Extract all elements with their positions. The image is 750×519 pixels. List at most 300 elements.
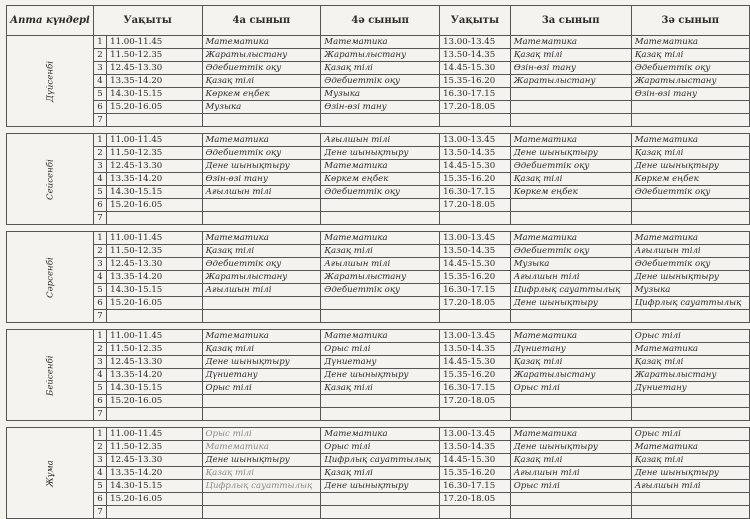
lesson-row [7, 134, 750, 147]
day-label: Дүйсенбі [7, 36, 94, 127]
time-slot-cell: 15.20-16.05 [107, 493, 202, 506]
lesson-number-cell: 3 [93, 160, 106, 173]
time-slot-cell: 11.50-12.35 [107, 49, 202, 62]
lesson-number-cell: 6 [93, 297, 106, 310]
time-slot-2-cell [440, 408, 511, 421]
time-slot-cell: 11.00-11.45 [107, 232, 202, 245]
time-slot-2-cell: 17.20-18.05 [440, 395, 511, 408]
day-label: Бейсенбі [7, 330, 94, 421]
class-4b-cell [321, 297, 440, 310]
time-slot-2-cell: 15.35-16.20 [440, 369, 511, 382]
lesson-number-cell: 4 [93, 75, 106, 88]
class-4b-cell: Музыка [321, 88, 440, 101]
time-slot-cell: 12.45-13.30 [107, 62, 202, 75]
class-4b-cell: Қазақ тілі [321, 382, 440, 395]
lesson-row [7, 330, 750, 343]
lesson-row [7, 258, 750, 271]
time-slot-2-cell: 13.50-14.35 [440, 147, 511, 160]
separator-cell [7, 127, 750, 134]
time-slot-2-cell [440, 506, 511, 519]
class-4b-cell: Жаратылыстану [321, 271, 440, 284]
lesson-row [7, 186, 750, 199]
lesson-number-cell: 3 [93, 258, 106, 271]
time-slot-2-cell: 15.35-16.20 [440, 271, 511, 284]
time-slot-2-cell: 14.45-15.30 [440, 454, 511, 467]
class-4b-cell: Дене шынықтыру [321, 480, 440, 493]
class-3b-cell: Дүниетану [631, 382, 749, 395]
time-slot-2-cell: 16.30-17.15 [440, 186, 511, 199]
time-slot-cell: 11.50-12.35 [107, 147, 202, 160]
time-slot-cell: 15.20-16.05 [107, 297, 202, 310]
lesson-number-cell: 2 [93, 441, 106, 454]
lesson-number-cell: 5 [93, 88, 106, 101]
class-3b-cell: Қазақ тілі [631, 147, 749, 160]
class-4b-cell: Цифрлық сауаттылық [321, 454, 440, 467]
time-slot-cell: 12.45-13.30 [107, 258, 202, 271]
lesson-number-cell: 2 [93, 245, 106, 258]
lesson-number-cell: 1 [93, 134, 106, 147]
class-3b-cell [631, 395, 749, 408]
lesson-row [7, 173, 750, 186]
lesson-row [7, 382, 750, 395]
class-3b-cell: Дене шынықтыру [631, 467, 749, 480]
class-3a-cell: Музыка [510, 258, 631, 271]
class-4b-cell [321, 395, 440, 408]
class-3b-cell: Қазақ тілі [631, 49, 749, 62]
lesson-number-cell: 6 [93, 395, 106, 408]
class-3a-cell [510, 199, 631, 212]
class-3a-cell [510, 395, 631, 408]
time-slot-cell: 15.20-16.05 [107, 395, 202, 408]
header-class-3a: 3а сынып [510, 6, 631, 36]
day-separator [7, 127, 750, 134]
lesson-row [7, 232, 750, 245]
class-4b-cell: Математика [321, 330, 440, 343]
class-3b-cell: Математика [631, 36, 749, 49]
class-4a-cell: Дүниетану [202, 369, 321, 382]
time-slot-2-cell: 13.50-14.35 [440, 49, 511, 62]
class-4a-cell: Дене шынықтыру [202, 454, 321, 467]
class-3a-cell: Математика [510, 36, 631, 49]
time-slot-2-cell: 16.30-17.15 [440, 284, 511, 297]
class-4a-cell: Жаратылыстану [202, 49, 321, 62]
time-slot-cell: 13.35-14.20 [107, 467, 202, 480]
time-slot-2-cell: 14.45-15.30 [440, 258, 511, 271]
class-4b-cell [321, 310, 440, 323]
lesson-row [7, 493, 750, 506]
lesson-row [7, 395, 750, 408]
lesson-row [7, 88, 750, 101]
time-slot-2-cell: 14.45-15.30 [440, 356, 511, 369]
time-slot-cell: 11.50-12.35 [107, 343, 202, 356]
class-4a-cell [202, 310, 321, 323]
class-3b-cell: Дене шынықтыру [631, 271, 749, 284]
class-3b-cell: Әдебиеттік оқу [631, 186, 749, 199]
time-slot-2-cell: 13.50-14.35 [440, 245, 511, 258]
lesson-number-cell: 5 [93, 284, 106, 297]
class-3a-cell [510, 114, 631, 127]
lesson-number-cell: 7 [93, 310, 106, 323]
class-4b-cell: Математика [321, 160, 440, 173]
lesson-number-cell: 1 [93, 428, 106, 441]
lesson-row [7, 160, 750, 173]
class-3a-cell: Орыс тілі [510, 480, 631, 493]
lesson-row [7, 467, 750, 480]
class-4a-cell: Математика [202, 330, 321, 343]
class-3a-cell [510, 212, 631, 225]
class-3b-cell: Математика [631, 134, 749, 147]
class-4b-cell: Көркем еңбек [321, 173, 440, 186]
class-3a-cell: Математика [510, 134, 631, 147]
lesson-number-cell: 2 [93, 343, 106, 356]
time-slot-2-cell: 17.20-18.05 [440, 297, 511, 310]
lesson-row [7, 506, 750, 519]
class-4a-cell: Математика [202, 134, 321, 147]
time-slot-cell: 11.00-11.45 [107, 36, 202, 49]
class-3a-cell: Цифрлық сауаттылық [510, 284, 631, 297]
time-slot-2-cell: 16.30-17.15 [440, 382, 511, 395]
class-4a-cell: Математика [202, 441, 321, 454]
lesson-row [7, 199, 750, 212]
class-3a-cell: Математика [510, 330, 631, 343]
time-slot-2-cell: 17.20-18.05 [440, 493, 511, 506]
class-4a-cell: Ағылшын тілі [202, 186, 321, 199]
lesson-row [7, 62, 750, 75]
class-3a-cell: Өзін-өзі тану [510, 62, 631, 75]
time-slot-2-cell: 14.45-15.30 [440, 62, 511, 75]
day-separator [7, 225, 750, 232]
class-3b-cell: Өзін-өзі тану [631, 88, 749, 101]
schedule-table [6, 5, 750, 519]
class-3b-cell: Дене шынықтыру [631, 160, 749, 173]
lesson-row [7, 369, 750, 382]
class-3a-cell: Қазақ тілі [510, 173, 631, 186]
class-4b-cell: Ағылшын тілі [321, 134, 440, 147]
time-slot-cell: 11.00-11.45 [107, 330, 202, 343]
class-4b-cell [321, 114, 440, 127]
class-4b-cell: Дене шынықтыру [321, 147, 440, 160]
class-3b-cell: Жаратылыстану [631, 75, 749, 88]
lesson-number-cell: 1 [93, 330, 106, 343]
time-slot-cell: 15.20-16.05 [107, 101, 202, 114]
lesson-row [7, 310, 750, 323]
class-4a-cell: Жаратылыстану [202, 271, 321, 284]
class-4a-cell: Қазақ тілі [202, 343, 321, 356]
class-4b-cell: Қазақ тілі [321, 245, 440, 258]
class-4a-cell [202, 114, 321, 127]
class-3a-cell [510, 408, 631, 421]
class-3a-cell: Математика [510, 232, 631, 245]
time-slot-cell [107, 310, 202, 323]
class-3a-cell [510, 101, 631, 114]
class-3a-cell: Әдебиеттік оқу [510, 160, 631, 173]
time-slot-cell: 12.45-13.30 [107, 356, 202, 369]
time-slot-cell [107, 506, 202, 519]
class-3b-cell: Ағылшын тілі [631, 245, 749, 258]
lesson-number-cell: 3 [93, 62, 106, 75]
class-3b-cell: Орыс тілі [631, 330, 749, 343]
class-3a-cell [510, 310, 631, 323]
header-class-3b: 3ә сынып [631, 6, 749, 36]
lesson-number-cell: 5 [93, 480, 106, 493]
class-4b-cell [321, 506, 440, 519]
time-slot-cell: 14.30-15.15 [107, 480, 202, 493]
class-4a-cell: Математика [202, 36, 321, 49]
lesson-number-cell: 7 [93, 212, 106, 225]
class-4a-cell: Көркем еңбек [202, 88, 321, 101]
class-3a-cell: Әдебиеттік оқу [510, 245, 631, 258]
lesson-row [7, 480, 750, 493]
class-3a-cell: Орыс тілі [510, 382, 631, 395]
class-3a-cell: Ағылшын тілі [510, 271, 631, 284]
time-slot-cell: 11.00-11.45 [107, 134, 202, 147]
class-4a-cell: Математика [202, 232, 321, 245]
class-4b-cell: Жаратылыстану [321, 49, 440, 62]
schedule-body [7, 36, 750, 519]
time-slot-2-cell [440, 114, 511, 127]
class-3a-cell [510, 88, 631, 101]
header-time-1: Уақыты [93, 6, 202, 36]
time-slot-cell: 13.35-14.20 [107, 271, 202, 284]
class-3b-cell: Математика [631, 232, 749, 245]
time-slot-2-cell: 15.35-16.20 [440, 75, 511, 88]
class-4a-cell: Цифрлық сауаттылық [202, 480, 321, 493]
class-3a-cell [510, 493, 631, 506]
time-slot-2-cell: 17.20-18.05 [440, 199, 511, 212]
time-slot-cell: 11.00-11.45 [107, 428, 202, 441]
header-time-2: Уақыты [440, 6, 511, 36]
lesson-number-cell: 4 [93, 271, 106, 284]
class-4a-cell [202, 493, 321, 506]
time-slot-cell [107, 408, 202, 421]
class-3a-cell: Жаратылыстану [510, 75, 631, 88]
header-row [7, 6, 750, 36]
class-4b-cell: Ағылшын тілі [321, 258, 440, 271]
class-3b-cell [631, 114, 749, 127]
class-3b-cell [631, 212, 749, 225]
time-slot-2-cell: 15.35-16.20 [440, 467, 511, 480]
time-slot-2-cell: 13.00-13.45 [440, 232, 511, 245]
class-4a-cell: Әдебиеттік оқу [202, 258, 321, 271]
class-3a-cell: Жаратылыстану [510, 369, 631, 382]
class-3b-cell: Әдебиеттік оқу [631, 62, 749, 75]
class-4b-cell: Әдебиеттік оқу [321, 186, 440, 199]
class-4b-cell: Дүниетану [321, 356, 440, 369]
class-3a-cell: Дене шынықтыру [510, 441, 631, 454]
class-3a-cell: Көркем еңбек [510, 186, 631, 199]
day-label: Жұма [7, 428, 94, 519]
class-3a-cell: Дене шынықтыру [510, 297, 631, 310]
time-slot-2-cell: 16.30-17.15 [440, 88, 511, 101]
time-slot-2-cell: 17.20-18.05 [440, 101, 511, 114]
time-slot-cell [107, 212, 202, 225]
lesson-number-cell: 4 [93, 467, 106, 480]
lesson-number-cell: 6 [93, 101, 106, 114]
class-3b-cell [631, 408, 749, 421]
lesson-row [7, 428, 750, 441]
class-3b-cell: Әдебиеттік оқу [631, 258, 749, 271]
lesson-row [7, 454, 750, 467]
class-3a-cell: Дене шынықтыру [510, 147, 631, 160]
lesson-row [7, 212, 750, 225]
time-slot-2-cell: 16.30-17.15 [440, 480, 511, 493]
class-4b-cell: Математика [321, 428, 440, 441]
class-4a-cell [202, 212, 321, 225]
time-slot-2-cell: 13.50-14.35 [440, 441, 511, 454]
class-3b-cell: Математика [631, 343, 749, 356]
class-4a-cell: Қазақ тілі [202, 467, 321, 480]
lesson-row [7, 297, 750, 310]
lesson-number-cell: 7 [93, 408, 106, 421]
class-4a-cell [202, 506, 321, 519]
class-4a-cell: Әдебиеттік оқу [202, 62, 321, 75]
class-4b-cell: Қазақ тілі [321, 467, 440, 480]
class-3b-cell: Жаратылыстану [631, 369, 749, 382]
class-4b-cell: Қазақ тілі [321, 62, 440, 75]
class-3a-cell: Қазақ тілі [510, 356, 631, 369]
time-slot-2-cell: 15.35-16.20 [440, 173, 511, 186]
class-4a-cell: Орыс тілі [202, 382, 321, 395]
day-label: Сейсенбі [7, 134, 94, 225]
lesson-row [7, 271, 750, 284]
class-3a-cell [510, 506, 631, 519]
lesson-number-cell: 7 [93, 114, 106, 127]
class-4b-cell: Дене шынықтыру [321, 369, 440, 382]
lesson-number-cell: 6 [93, 199, 106, 212]
lesson-number-cell: 2 [93, 49, 106, 62]
lesson-row [7, 408, 750, 421]
class-4a-cell [202, 395, 321, 408]
class-3b-cell [631, 101, 749, 114]
class-3b-cell: Музыка [631, 284, 749, 297]
header-day: Апта күндері [7, 6, 94, 36]
lesson-number-cell: 1 [93, 232, 106, 245]
lesson-row [7, 284, 750, 297]
header-class-4b: 4ә сынып [321, 6, 440, 36]
day-separator [7, 323, 750, 330]
class-3b-cell: Қазақ тілі [631, 454, 749, 467]
header-class-4a: 4а сынып [202, 6, 321, 36]
lesson-row [7, 49, 750, 62]
time-slot-2-cell: 13.50-14.35 [440, 343, 511, 356]
separator-cell [7, 421, 750, 428]
class-3a-cell: Математика [510, 428, 631, 441]
class-3b-cell: Математика [631, 441, 749, 454]
class-4a-cell [202, 408, 321, 421]
class-4a-cell: Музыка [202, 101, 321, 114]
lesson-number-cell: 2 [93, 147, 106, 160]
lesson-number-cell: 4 [93, 369, 106, 382]
time-slot-2-cell: 13.00-13.45 [440, 36, 511, 49]
class-4b-cell [321, 408, 440, 421]
class-3a-cell: Дүниетану [510, 343, 631, 356]
lesson-number-cell: 4 [93, 173, 106, 186]
class-4b-cell [321, 212, 440, 225]
time-slot-cell: 11.50-12.35 [107, 245, 202, 258]
separator-cell [7, 323, 750, 330]
separator-cell [7, 225, 750, 232]
time-slot-2-cell: 13.00-13.45 [440, 134, 511, 147]
lesson-number-cell: 6 [93, 493, 106, 506]
time-slot-cell: 14.30-15.15 [107, 284, 202, 297]
class-4b-cell: Әдебиеттік оқу [321, 284, 440, 297]
class-4a-cell: Дене шынықтыру [202, 160, 321, 173]
lesson-row [7, 343, 750, 356]
lesson-row [7, 147, 750, 160]
class-4a-cell: Өзін-өзі тану [202, 173, 321, 186]
time-slot-2-cell: 14.45-15.30 [440, 160, 511, 173]
day-label: Сәрсенбі [7, 232, 94, 323]
class-4a-cell: Қазақ тілі [202, 245, 321, 258]
class-4a-cell: Ағылшын тілі [202, 284, 321, 297]
time-slot-2-cell [440, 212, 511, 225]
class-3a-cell: Қазақ тілі [510, 454, 631, 467]
class-3b-cell: Көркем еңбек [631, 173, 749, 186]
class-3b-cell [631, 310, 749, 323]
class-4a-cell: Әдебиеттік оқу [202, 147, 321, 160]
class-3b-cell [631, 506, 749, 519]
lesson-number-cell: 3 [93, 356, 106, 369]
lesson-row [7, 441, 750, 454]
time-slot-cell: 13.35-14.20 [107, 369, 202, 382]
lesson-row [7, 75, 750, 88]
class-3b-cell: Ағылшын тілі [631, 480, 749, 493]
class-3b-cell: Орыс тілі [631, 428, 749, 441]
time-slot-cell: 14.30-15.15 [107, 88, 202, 101]
class-4b-cell: Өзін-өзі тану [321, 101, 440, 114]
lesson-row [7, 101, 750, 114]
class-4a-cell: Қазақ тілі [202, 75, 321, 88]
lesson-number-cell: 7 [93, 506, 106, 519]
class-4b-cell: Математика [321, 232, 440, 245]
class-3b-cell: Қазақ тілі [631, 356, 749, 369]
class-4a-cell [202, 199, 321, 212]
time-slot-cell: 14.30-15.15 [107, 382, 202, 395]
day-separator [7, 421, 750, 428]
lesson-row [7, 114, 750, 127]
class-4a-cell: Дене шынықтыру [202, 356, 321, 369]
time-slot-cell: 14.30-15.15 [107, 186, 202, 199]
lesson-row [7, 245, 750, 258]
class-4a-cell [202, 297, 321, 310]
class-3b-cell [631, 493, 749, 506]
time-slot-cell: 12.45-13.30 [107, 160, 202, 173]
class-3a-cell: Қазақ тілі [510, 49, 631, 62]
class-4b-cell: Орыс тілі [321, 343, 440, 356]
class-3b-cell [631, 199, 749, 212]
time-slot-cell: 11.50-12.35 [107, 441, 202, 454]
class-4b-cell: Әдебиеттік оқу [321, 75, 440, 88]
class-3b-cell: Цифрлық сауаттылық [631, 297, 749, 310]
lesson-number-cell: 5 [93, 382, 106, 395]
time-slot-cell [107, 114, 202, 127]
time-slot-cell: 13.35-14.20 [107, 75, 202, 88]
time-slot-2-cell: 13.00-13.45 [440, 428, 511, 441]
lesson-row [7, 36, 750, 49]
time-slot-cell: 12.45-13.30 [107, 454, 202, 467]
time-slot-cell: 13.35-14.20 [107, 173, 202, 186]
time-slot-2-cell: 13.00-13.45 [440, 330, 511, 343]
class-4b-cell [321, 493, 440, 506]
class-4b-cell: Орыс тілі [321, 441, 440, 454]
lesson-row [7, 356, 750, 369]
time-slot-cell: 15.20-16.05 [107, 199, 202, 212]
time-slot-2-cell [440, 310, 511, 323]
lesson-number-cell: 3 [93, 454, 106, 467]
class-4b-cell [321, 199, 440, 212]
class-3a-cell: Ағылшын тілі [510, 467, 631, 480]
class-4a-cell: Орыс тілі [202, 428, 321, 441]
